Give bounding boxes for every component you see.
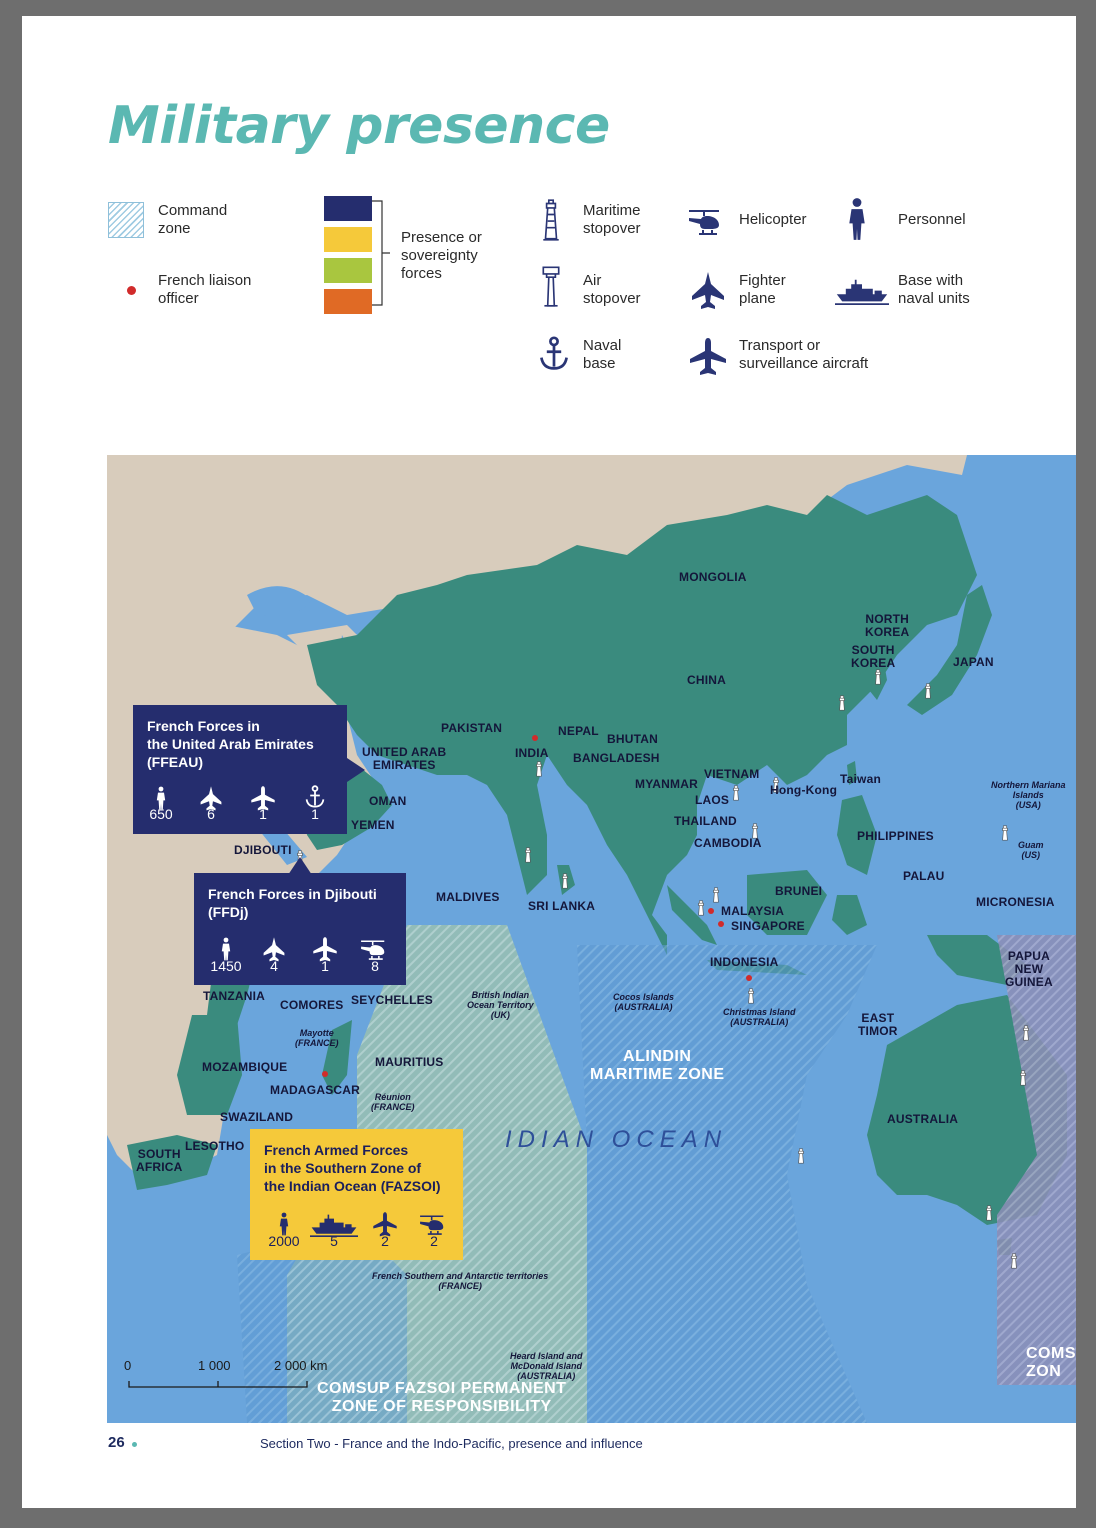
label-brunei: BRUNEI — [775, 884, 823, 898]
label-north-korea: NORTH KOREA — [865, 612, 910, 639]
label-mayotte: Mayotte (FRANCE) — [295, 1028, 339, 1048]
label-biot: British Indian Ocean Territory (UK) — [467, 990, 534, 1020]
fazsoi-box — [250, 1129, 463, 1260]
ffdj-personnel: 1450 — [210, 958, 242, 974]
label-australia: AUSTRALIA — [887, 1112, 959, 1126]
label-yemen: YEMEN — [351, 818, 395, 832]
legend-command-zone: Command zone — [158, 202, 228, 237]
label-uae: UNITED ARAB EMIRATES — [362, 745, 447, 772]
ffdj-transport: 1 — [321, 958, 329, 974]
label-cocos-islands: Cocos Islands (AUSTRALIA) — [613, 992, 675, 1012]
swatch-orange — [324, 289, 372, 314]
ffeau-pointer — [347, 758, 367, 782]
label-papua-new-guinea: PAPUA NEW GUINEA — [1005, 949, 1053, 989]
fighter-plane-icon — [688, 270, 728, 310]
label-tanzania: TANZANIA — [203, 989, 266, 1003]
fazsoi-personnel: 2000 — [268, 1233, 300, 1249]
legend-transport-aircraft: Transport or surveillance aircraft — [739, 337, 869, 372]
label-indian-ocean: IDIAN OCEAN — [505, 1126, 728, 1153]
label-thailand: THAILAND — [674, 814, 737, 828]
label-lesotho: LESOTHO — [185, 1139, 245, 1153]
label-singapore: SINGAPORE — [731, 919, 805, 933]
label-maldives: MALDIVES — [436, 890, 500, 904]
label-indonesia: INDONESIA — [710, 955, 779, 969]
label-laos: LAOS — [695, 793, 730, 807]
label-nepal: NEPAL — [558, 724, 599, 738]
legend-fighter-plane: Fighter plane — [739, 272, 786, 307]
fazsoi-title: French Armed Forces in the Southern Zone of the Indian Ocean (FAZSOI) — [264, 1142, 441, 1194]
ffdj-title: French Forces in Djibouti (FFDj) — [208, 886, 377, 920]
ffeau-transport: 1 — [259, 806, 267, 822]
label-comores: COMORES — [280, 998, 344, 1012]
label-east-timor: EAST TIMOR — [858, 1011, 898, 1038]
ffeau-personnel: 650 — [149, 806, 173, 822]
air-stopover-icon — [540, 264, 562, 308]
label-taaf: French Southern and Antarctic territories (FRANCE) — [372, 1271, 549, 1291]
label-mongolia: MONGOLIA — [679, 570, 747, 584]
label-guam: Guam (US) — [1018, 840, 1044, 860]
helicopter-icon — [684, 206, 730, 236]
label-myanmar: MYANMAR — [635, 777, 698, 791]
page-number-dot — [132, 1442, 137, 1447]
maritime-stopover-icon — [540, 198, 562, 242]
scale-tick-2000: 2 000 km — [274, 1358, 328, 1373]
label-sri-lanka: SRI LANKA — [528, 899, 596, 913]
fazsoi-transport: 2 — [381, 1233, 389, 1249]
label-south-korea: SOUTH KOREA — [851, 643, 896, 670]
label-reunion: Réunion (FRANCE) — [371, 1092, 415, 1112]
label-swaziland: SWAZILAND — [220, 1110, 294, 1124]
label-oman: OMAN — [369, 794, 407, 808]
document-page — [22, 16, 1076, 1508]
label-malaysia: MALAYSIA — [721, 904, 785, 918]
label-south-africa: SOUTH AFRICA — [136, 1147, 183, 1174]
naval-units-ship-icon — [835, 278, 889, 305]
label-mauritius: MAURITIUS — [375, 1055, 444, 1069]
liaison-officer-dot — [127, 286, 136, 295]
label-japan: JAPAN — [953, 655, 994, 669]
label-bhutan: BHUTAN — [607, 732, 658, 746]
page-title: Military presence — [108, 96, 610, 156]
ffdj-pointer — [288, 857, 312, 875]
label-madagascar: MADAGASCAR — [270, 1083, 360, 1097]
label-christmas-island: Christmas Island (AUSTRALIA) — [723, 1007, 796, 1027]
legend-personnel: Personnel — [898, 211, 966, 228]
legend-liaison-officer: French liaison officer — [158, 272, 252, 307]
label-vietnam: VIETNAM — [704, 767, 760, 781]
scale-tick-0: 0 — [124, 1358, 132, 1373]
label-hong-kong: Hong-Kong — [770, 783, 838, 797]
legend-helicopter: Helicopter — [739, 211, 807, 228]
label-heard-mcdonald: Heard Island and McDonald Island (AUSTRALIA) — [510, 1351, 583, 1381]
anchor-icon — [536, 336, 572, 372]
ffdj-fighter: 4 — [270, 958, 278, 974]
ffdj-box — [194, 873, 406, 985]
swatch-green — [324, 258, 372, 283]
label-taiwan: Taiwan — [840, 772, 881, 786]
label-alindin-zone: ALINDIN MARITIME ZONE — [590, 1048, 725, 1083]
command-zone-swatch — [108, 202, 144, 238]
label-pakistan: PAKISTAN — [441, 721, 503, 735]
transport-aircraft-icon — [688, 336, 728, 376]
legend-naval-base: Naval base — [583, 337, 622, 372]
ffeau-box — [133, 705, 347, 834]
legend-maritime-stopover: Maritime stopover — [583, 202, 641, 237]
page-number: 26 — [108, 1434, 125, 1451]
label-northern-mariana: Northern Mariana Islands (USA) — [991, 780, 1066, 810]
label-djibouti: DJIBOUTI — [234, 843, 292, 857]
section-footer: Section Two - France and the Indo-Pacific, presence and influence — [260, 1436, 643, 1451]
swatch-yellow — [324, 227, 372, 252]
label-mozambique: MOZAMBIQUE — [202, 1060, 288, 1074]
ffeau-naval: 1 — [311, 806, 319, 822]
ffeau-fighter: 6 — [207, 806, 215, 822]
label-cambodia: CAMBODIA — [694, 836, 762, 850]
legend-presence-forces: Presence or sovereignty forces — [401, 229, 482, 282]
legend-bracket — [372, 200, 392, 308]
label-india: INDIA — [515, 746, 549, 760]
ffdj-helicopter: 8 — [371, 958, 379, 974]
ffeau-title: French Forces in the United Arab Emirates (FFEAU) — [147, 718, 314, 770]
personnel-icon — [846, 196, 868, 242]
label-fazsoi-zone: COMSUP FAZSOI PERMANENT ZONE OF RESPONSIBILITY — [317, 1380, 567, 1415]
label-bangladesh: BANGLADESH — [573, 751, 660, 765]
label-philippines: PHILIPPINES — [857, 829, 934, 843]
label-micronesia: MICRONESIA — [976, 895, 1055, 909]
fazsoi-helicopter: 2 — [430, 1233, 438, 1249]
indo-pacific-map — [107, 455, 1076, 1423]
fazsoi-naval-units: 5 — [330, 1233, 338, 1249]
legend-base-naval-units: Base with naval units — [898, 272, 970, 307]
label-comsup-edge: COMS ZON — [1026, 1345, 1076, 1380]
label-china: CHINA — [687, 673, 726, 687]
swatch-navy — [324, 196, 372, 221]
label-palau: PALAU — [903, 869, 945, 883]
label-seychelles: SEYCHELLES — [351, 993, 434, 1007]
scale-tick-1000: 1 000 — [198, 1358, 231, 1373]
legend-air-stopover: Air stopover — [583, 272, 641, 307]
